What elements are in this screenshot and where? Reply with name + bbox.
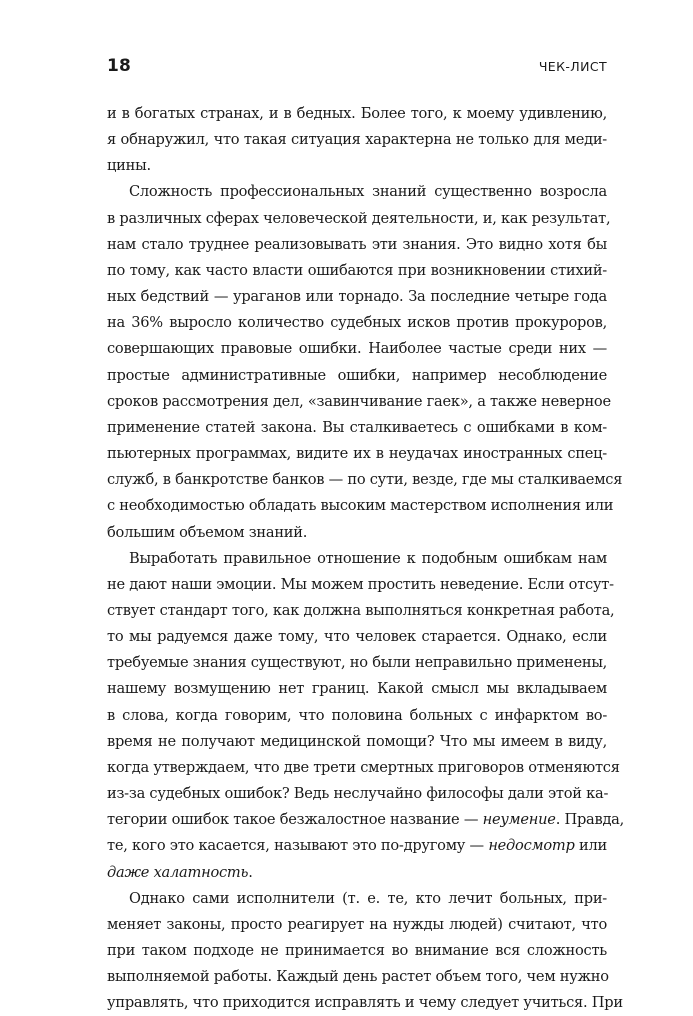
text-segment: простые административные ошибки, например несоблюдение [107,366,607,384]
text-line [107,572,614,598]
text-line [107,676,607,702]
text-line [107,598,615,624]
text-segment: ных бедствий — ураганов или торнадо. За последние четыре года [107,288,607,306]
text-segment: большим объемом знаний. [107,523,308,541]
text-line [107,624,607,650]
text-line [107,389,611,415]
text-line [107,153,607,179]
text-segment: время не получают медицинской помощи? Что мы имеем в виду, [107,732,607,750]
text-line [107,363,607,389]
paragraph [107,546,625,886]
text-line [107,650,607,676]
text-segment: Выработать правильное отношение к подобным ошибкам нам [129,549,607,567]
text-line [107,493,614,519]
text-segment: . [248,863,253,881]
text-line [107,990,623,1016]
text-line [107,755,620,781]
text-segment: по тому, как часто власти ошибаются при возникновении стихий- [107,261,607,279]
text-segment: тегории ошибок такое безжалостное название — [107,811,483,829]
text-line [107,232,607,258]
text-segment: с необходимостью обладать высоким мастерством исполнения или [107,497,614,515]
emphasis-text: халатность [153,863,249,881]
text-line [107,206,611,232]
text-line [107,781,607,807]
text-line [107,101,607,127]
text-line [107,284,607,310]
text-segment: Однако сами исполнители (т. е. те, кто лечит больных, при- [129,889,607,907]
running-title: ЧЕК-ЛИСТ [538,59,607,74]
text-segment: в различных сферах человеческой деятельности, и, как результат, [107,209,611,227]
text-segment: требуемые знания существуют, но были неправильно применены, [107,654,608,672]
text-line [107,415,607,441]
text-line [107,860,607,886]
text-line [107,703,607,729]
text-segment: при таком подходе не принимается во внимание вся сложность [107,942,607,959]
text-segment: и в богатых странах, и в бедных. Более того, к моему удивлению, [107,105,607,122]
text-line [107,964,607,990]
text-segment: нам стало труднее реализовывать эти знания. Это видно хотя бы [107,235,607,253]
text-line [107,729,607,755]
text-line [107,179,607,205]
text-line [107,912,607,938]
text-line [107,833,607,859]
text-segment: ствует стандарт того, как должна выполняться конкретная работа, [107,601,615,619]
paragraph [107,886,623,1016]
text-line [107,258,607,284]
text-line [107,520,607,546]
text-segment: из-за судебных ошибок? Ведь неслучайно философы дали этой ка- [107,785,609,803]
text-segment: то мы радуемся даже тому, что человек старается. Однако, если [107,628,607,646]
text-segment: когда утверждаем, что две трети смертных приговоров отменяются [107,758,620,776]
text-line [107,938,607,964]
text-segment: совершающих правовые ошибки. Наиболее частые среди них — [107,340,607,358]
text-segment: . Правда, [555,811,625,829]
text-segment: сроков рассмотрения дел, «завинчивание гаек», а также неверное [107,392,611,410]
text-segment: на 36% выросло количество судебных исков против прокуроров, [107,314,607,332]
paragraph [107,101,607,179]
text-segment: Сложность профессиональных знаний существенно возросла [129,183,607,201]
text-line [107,546,607,572]
body-text [107,101,625,1016]
text-segment: пьютерных программах, видите их в неудачах иностранных спец- [107,445,607,463]
text-line [107,310,607,336]
text-line [107,807,625,833]
page-number: 18 [107,56,132,76]
text-line [107,886,607,912]
text-segment: меняет законы, просто реагирует на нужды людей) считают, что [107,915,607,933]
text-segment: не дают наши эмоции. Мы можем простить неведение. Если отсут- [107,575,614,593]
text-segment: те, кого это касается, называют это по-другому — [107,837,489,855]
text-segment: применение статей закона. Вы сталкиваетесь с ошибками в ком- [107,418,607,436]
text-line [107,441,607,467]
text-segment: в слова, когда говорим, что половина больных с инфарктом во- [107,706,607,724]
emphasis-text: неумение [482,811,556,829]
paragraph [107,179,623,545]
text-segment: нашему возмущению нет границ. Какой смысл мы вкладываем [107,680,607,698]
text-segment: управлять, что приходится исправлять и чему следует учиться. При [107,994,623,1012]
page-header [0,0,693,100]
emphasis-text: даже [107,863,150,881]
text-segment: цины. [107,157,151,175]
text-line [107,336,607,362]
text-segment: служб, в банкротстве банков — по сути, везде, где мы сталкиваемся [107,471,623,489]
emphasis-text: недосмотр [488,837,575,855]
text-segment: или [574,837,607,855]
text-line [107,467,623,493]
text-line [107,127,607,153]
text-segment: выполняемой работы. Каждый день растет объем того, чем нужно [107,968,609,986]
text-segment: я обнаружил, что такая ситуация характерна не только для меди- [107,131,607,149]
